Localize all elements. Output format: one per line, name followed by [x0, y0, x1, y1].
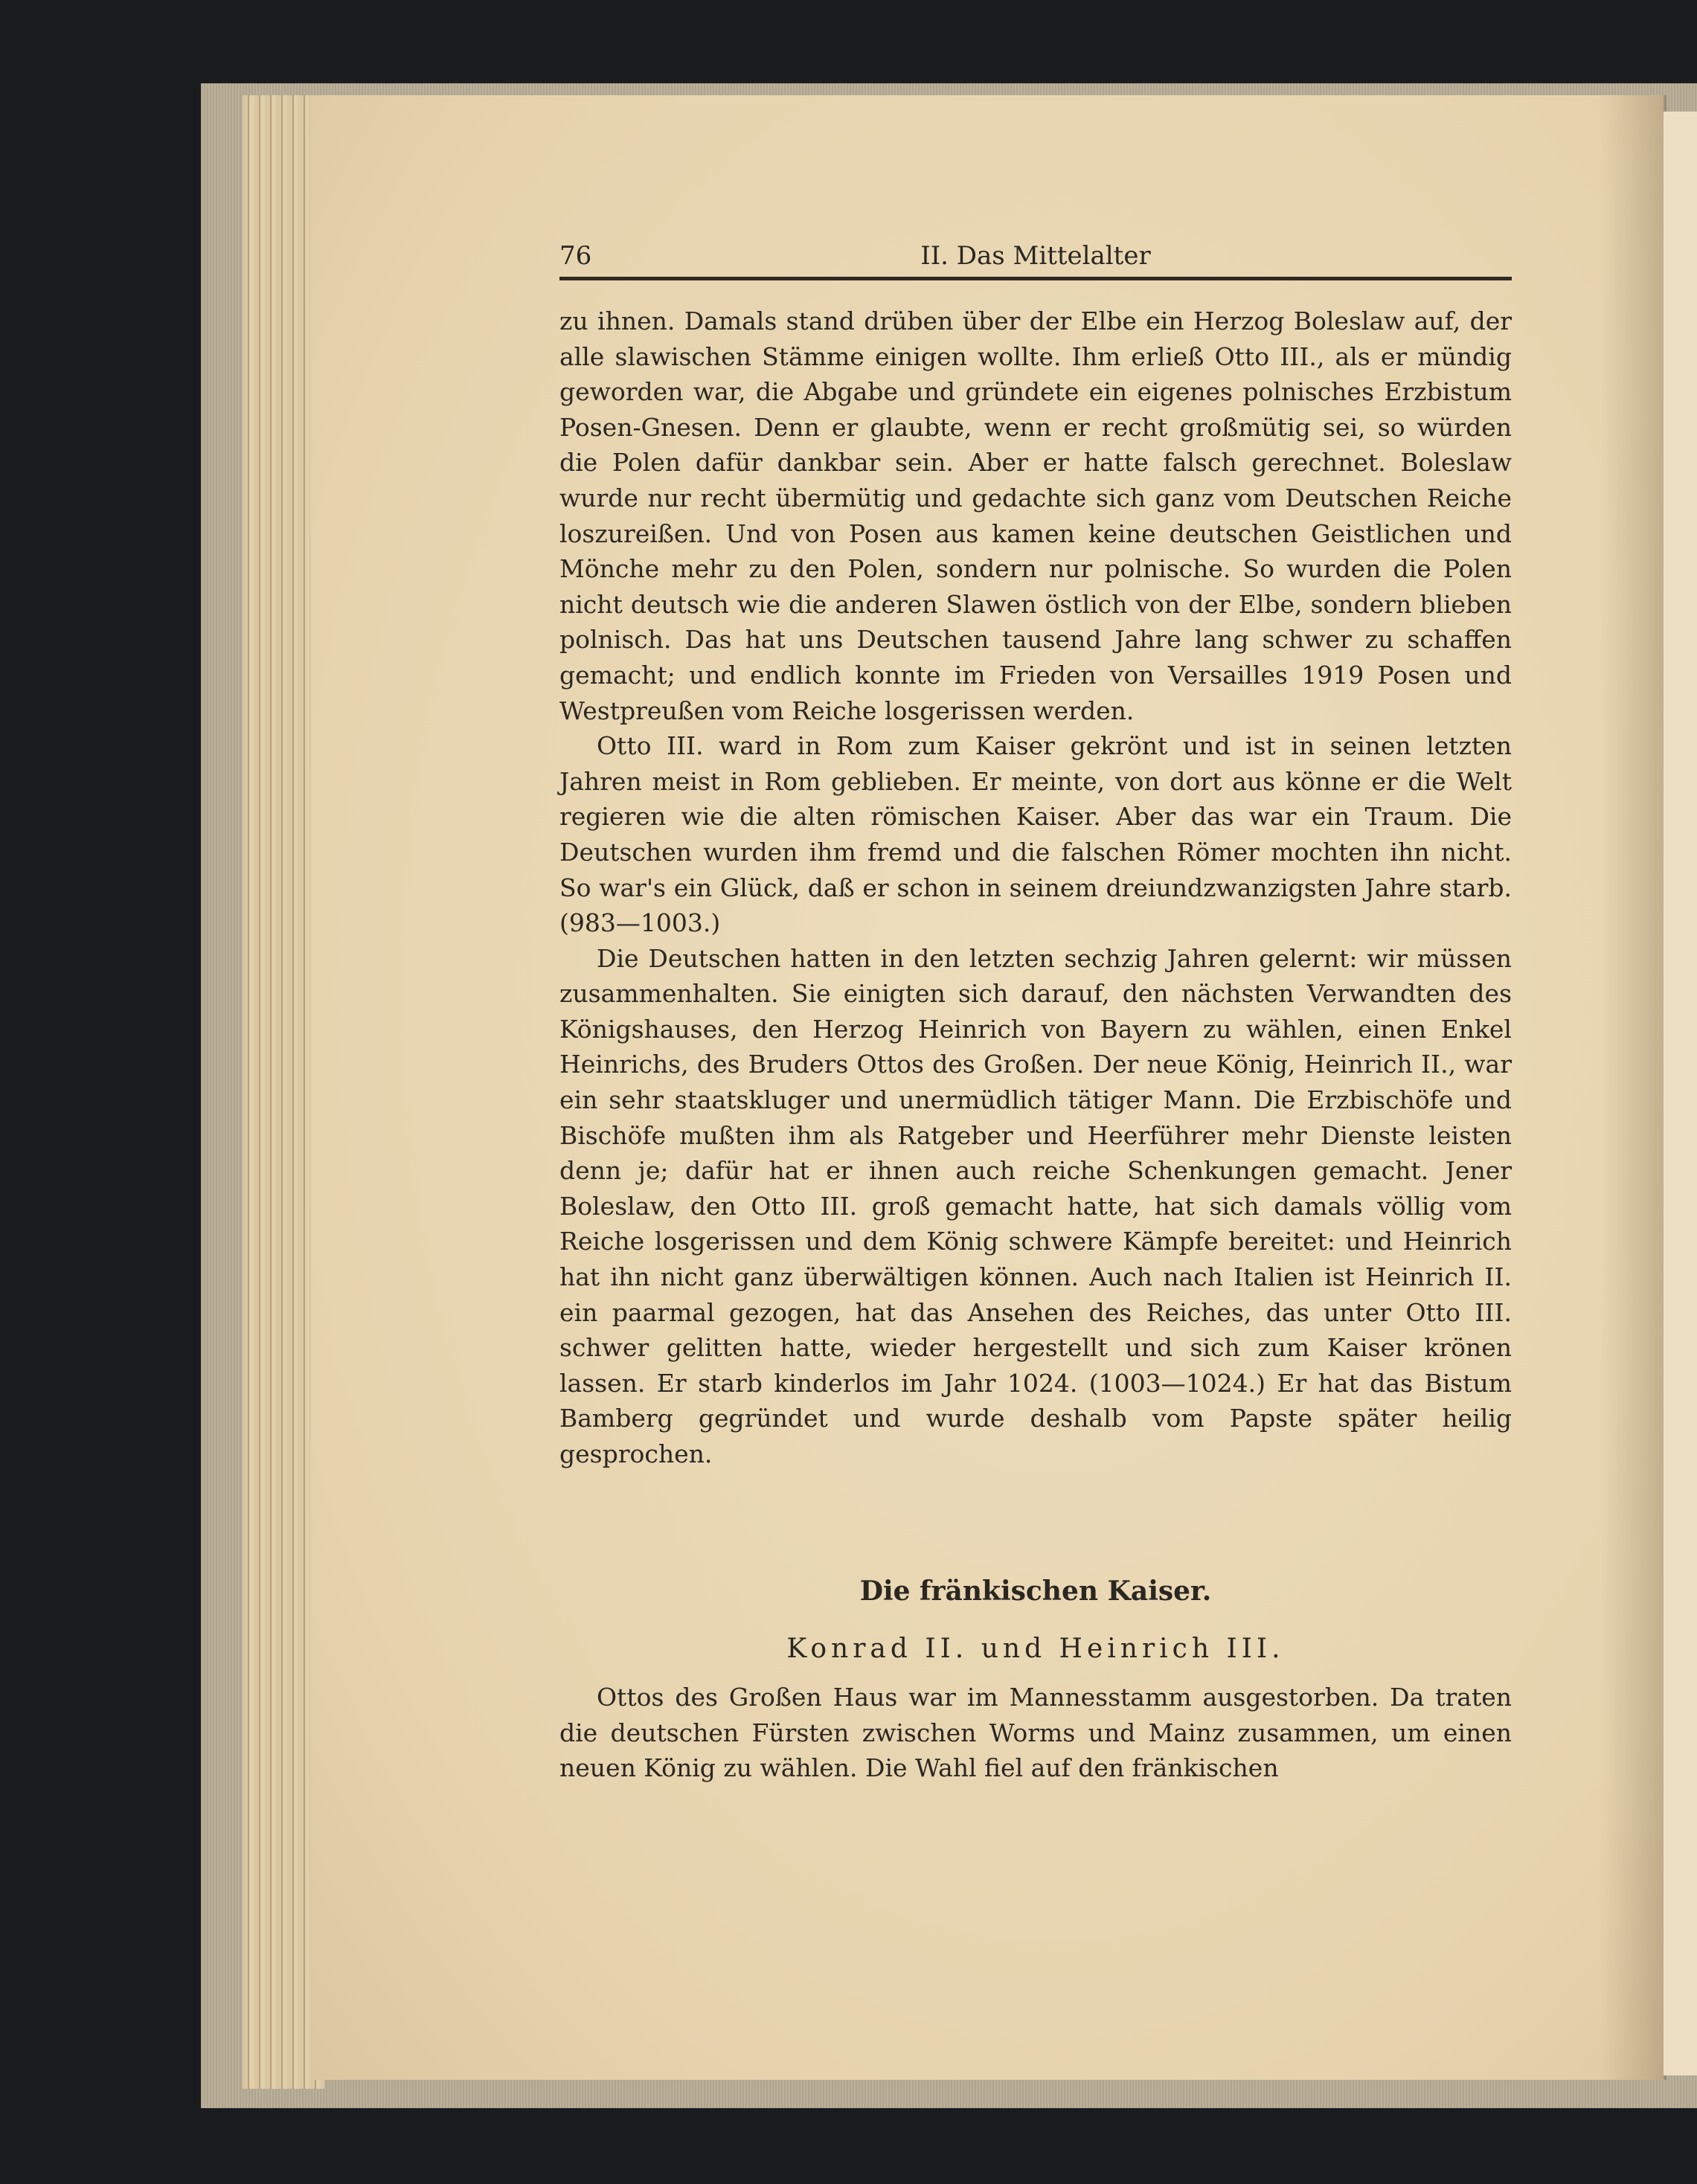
gutter-shadow: [1600, 95, 1666, 2080]
subsection-heading: Konrad II. und Heinrich III.: [786, 1634, 1285, 1664]
section-text: [559, 1680, 1512, 1786]
header-rule: [559, 277, 1512, 280]
page-number: 76: [559, 241, 592, 271]
paragraph: zu ihnen. Damals stand drüben über der Elbe ein Herzog Boleslaw auf, der alle slawischen Stämme einigen wollte. Ihm erließ Otto III., als er mündig geworden war, die Abgabe und gründete ein eigenes polnisches Erzbistum Posen-Gnesen. Denn er glaubte, wenn er recht großmütig sei, so würden die Polen dafür dankbar sein. Aber er hatte falsch gerechnet. Boleslaw wurde nur recht übermütig und gedachte sich ganz vom Deutschen Reiche loszureißen. Und von Posen aus kamen keine deutschen Geistlichen und Mönche mehr zu den Polen, sondern nur polnische. So wurden die Polen nicht deutsch wie die anderen Slawen östlich von der Elbe, sondern blieben polnisch. Das hat uns Deutschen tausend Jahre lang schwer zu schaffen gemacht; und endlich konnte im Frieden von Versailles 1919 Posen und Westpreußen vom Reiche losgerissen werden.: [559, 306, 1512, 725]
paragraph: Ottos des Großen Haus war im Mannesstamm ausgestorben. Da traten die deutschen Fürsten zwischen Worms und Mainz zusammen, um einen neuen König zu wählen. Die Wahl fiel auf den fränkischen: [559, 1683, 1512, 1783]
paragraph: Die Deutschen hatten in den letzten sechzig Jahren gelernt: wir müssen zusammenhalten. Sie einigten sich darauf, den nächsten Verwandten des Königshauses, den Herzog Heinrich von Bayern zu wählen, einen Enkel Heinrichs, des Bruders Ottos des Großen. Der neue König, Heinrich II., war ein sehr staatskluger und unermüdlich tätiger Mann. Die Erzbischöfe und Bischöfe mußten ihm als Ratgeber und Heerführer mehr Dienste leisten denn je; dafür hat er ihnen auch reiche Schenkungen gemacht. Jener Boleslaw, den Otto III. groß gemacht hatte, hat sich damals völlig vom Reiche losgerissen und dem König schwere Kämpfe bereitet: und Heinrich hat ihn nicht ganz überwältigen können. Auch nach Italien ist Heinrich II. ein paarmal gezogen, hat das Ansehen des Reiches, das unter Otto III. schwer gelitten hatte, wieder hergestellt und sich zum Kaiser krönen lassen. Er starb kinderlos im Jahr 1024. (1003—1024.) Er hat das Bistum Bamberg gegründet und wurde deshalb vom Papste später heilig gesprochen.: [559, 943, 1512, 1468]
paragraph: Otto III. ward in Rom zum Kaiser gekrönt und ist in seinen letzten Jahren meist in Rom geblieben. Er meinte, von dort aus könne er die Welt regieren wie die alten römischen Kaiser. Aber das war ein Traum. Die Deutschen wurden ihm fremd und die falschen Römer mochten ihn nicht. So war's ein Glück, daß er schon in seinem dreiundzwanzigsten Jahre starb. (983—1003.): [559, 731, 1512, 938]
running-title: II. Das Mittelalter: [920, 241, 1151, 271]
main-text: [559, 303, 1512, 1472]
facing-page-edge: [1664, 112, 1697, 2075]
section-heading: Die fränkischen Kaiser.: [859, 1576, 1212, 1607]
